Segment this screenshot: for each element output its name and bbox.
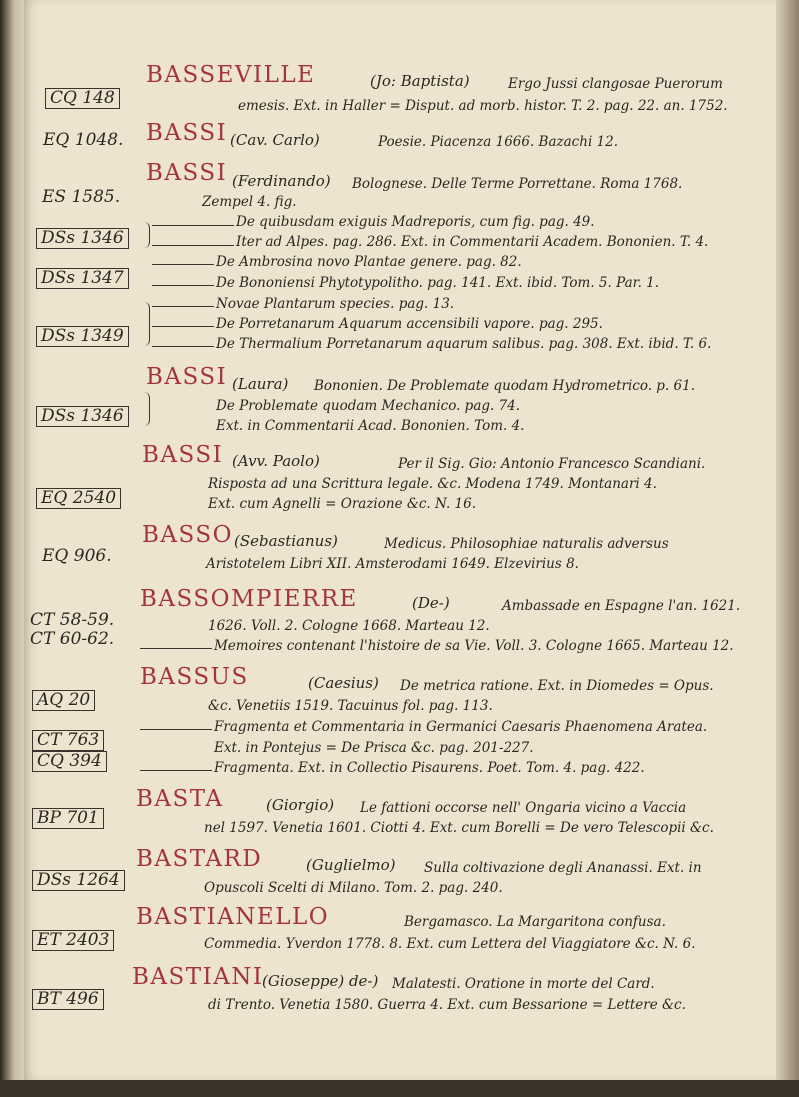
entry-line: Zempel 4. fig. — [202, 194, 297, 210]
entry-line: Novae Plantarum species. pag. 13. — [216, 296, 455, 312]
shelf-mark: ET 2403 — [32, 930, 114, 951]
entry-name-paren: (Jo: Baptista) — [370, 72, 470, 90]
entry-heading: BASSI — [146, 120, 228, 146]
ditto-line — [140, 648, 212, 649]
entry-line: Iter ad Alpes. pag. 286. Ext. in Commentarii Academ. Bononien. T. 4. — [236, 234, 709, 250]
entry-line: Le fattioni occorse nell' Ongaria vicino a Vaccia — [360, 800, 687, 816]
ditto-line — [140, 729, 212, 730]
entry-heading: BASTIANI — [132, 964, 264, 990]
shelf-mark: DSs 1264 — [32, 870, 125, 891]
shelf-mark: DSs 1349 — [36, 326, 129, 347]
entry-line: Fragmenta et Commentaria in Germanici Caesaris Phaenomena Aratea. — [214, 719, 708, 735]
entry-line: Fragmenta. Ext. in Collectio Pisaurens. Poet. Tom. 4. pag. 422. — [214, 760, 645, 776]
bottom-shadow — [0, 1080, 799, 1097]
shelf-mark: DSs 1346 — [36, 228, 129, 249]
entry-heading: BASSI — [142, 442, 224, 468]
entry-line: 1626. Voll. 2. Cologne 1668. Marteau 12. — [208, 618, 490, 634]
shelf-mark: DSs 1346 — [36, 406, 129, 427]
shelf-mark: CQ 148 — [45, 88, 120, 109]
shelf-mark: CT 58-59. — [30, 610, 115, 630]
ditto-line — [152, 346, 214, 347]
grouping-brace — [143, 392, 150, 426]
entry-heading: BASTIANELLO — [136, 904, 330, 930]
entry-name-paren: (Caesius) — [308, 674, 379, 692]
shelf-mark: BP 701 — [32, 808, 104, 829]
entry-line: Opuscoli Scelti di Milano. Tom. 2. pag. 240. — [204, 880, 503, 896]
grouping-brace — [143, 222, 150, 248]
ditto-line — [152, 285, 214, 286]
entry-name-paren: (Sebastianus) — [234, 532, 338, 550]
entry-line: Risposta ad una Scrittura legale. &c. Modena 1749. Montanari 4. — [208, 476, 657, 492]
shelf-mark: AQ 20 — [32, 690, 95, 711]
shelf-mark: EQ 906. — [42, 546, 112, 566]
entry-line: De quibusdam exiguis Madreporis, cum fig. pag. 49. — [236, 214, 595, 230]
entry-name-paren: (Guglielmo) — [306, 856, 396, 874]
entry-name-paren: (Avv. Paolo) — [232, 452, 320, 470]
entry-name-paren: (Giorgio) — [266, 796, 335, 814]
grouping-brace — [143, 302, 150, 346]
entry-line: De Porretanarum Aquarum accensibili vapore. pag. 295. — [216, 316, 603, 332]
shelf-mark: BT 496 — [32, 989, 104, 1010]
entry-line: Medicus. Philosophiae naturalis adversus — [384, 536, 669, 552]
entry-heading: BASTA — [136, 786, 224, 812]
entry-heading: BASSO — [142, 522, 233, 548]
entry-line: Aristotelem Libri XII. Amsterodami 1649. Elzevirius 8. — [206, 556, 579, 572]
ditto-line — [152, 225, 234, 226]
entry-heading: BASSEVILLE — [146, 62, 316, 88]
entry-line: De metrica ratione. Ext. in Diomedes = Opus. — [400, 678, 714, 694]
book-binding — [0, 0, 26, 1080]
shelf-mark: CQ 394 — [32, 751, 107, 772]
entry-name-paren: (Laura) — [232, 375, 289, 393]
entry-name-paren: (Cav. Carlo) — [230, 131, 320, 149]
ditto-line — [152, 245, 234, 246]
entry-heading: BASSOMPIERRE — [140, 586, 358, 612]
entry-line: Ext. in Commentarii Acad. Bononien. Tom. 4. — [216, 418, 525, 434]
shelf-mark: DSs 1347 — [36, 268, 129, 289]
entry-name-paren: (Gioseppe) de-) — [262, 972, 379, 990]
entry-heading: BASSI — [146, 160, 228, 186]
entry-name-paren: (Ferdinando) — [232, 172, 331, 190]
entry-line: &c. Venetiis 1519. Tacuinus fol. pag. 113. — [208, 698, 493, 714]
entry-line: di Trento. Venetia 1580. Guerra 4. Ext. cum Bessarione = Lettere &c. — [208, 997, 686, 1013]
entry-line: De Bononiensi Phytotypolitho. pag. 141. Ext. ibid. Tom. 5. Par. 1. — [216, 275, 660, 291]
shelf-mark: CT 763 — [32, 730, 104, 751]
ditto-line — [152, 306, 214, 307]
entry-line: Ext. cum Agnelli = Orazione &c. N. 16. — [208, 496, 477, 512]
entry-line: Per il Sig. Gio: Antonio Francesco Scandiani. — [398, 456, 706, 472]
entry-line: Memoires contenant l'histoire de sa Vie. Voll. 3. Cologne 1665. Marteau 12. — [214, 638, 734, 654]
ditto-line — [152, 264, 214, 265]
page-edge — [776, 0, 799, 1080]
entry-line: Bononien. De Problemate quodam Hydrometrico. p. 61. — [314, 378, 696, 394]
shelf-mark: EQ 1048. — [43, 130, 124, 150]
shelf-mark: EQ 2540 — [36, 488, 121, 509]
entry-line: De Ambrosina novo Plantae genere. pag. 82. — [216, 254, 522, 270]
entry-line: De Thermalium Porretanarum aquarum salibus. pag. 308. Ext. ibid. T. 6. — [216, 336, 712, 352]
shelf-mark: CT 60-62. — [30, 629, 115, 649]
entry-heading: BASSUS — [140, 664, 249, 690]
entry-heading: BASSI — [146, 364, 228, 390]
ditto-line — [140, 770, 212, 771]
entry-line: Commedia. Yverdon 1778. 8. Ext. cum Lettera del Viaggiatore &c. N. 6. — [204, 936, 696, 952]
entry-line: Bergamasco. La Margaritona confusa. — [404, 914, 666, 930]
entry-line: emesis. Ext. in Haller = Disput. ad morb. histor. T. 2. pag. 22. an. 1752. — [238, 98, 728, 114]
entry-line: Sulla coltivazione degli Ananassi. Ext. in — [424, 860, 702, 876]
ditto-line — [152, 326, 214, 327]
entry-line: Poesie. Piacenza 1666. Bazachi 12. — [378, 134, 619, 150]
entry-name-paren: (De-) — [412, 594, 450, 612]
entry-line: Ambassade en Espagne l'an. 1621. — [502, 598, 741, 614]
entry-line: Bolognese. Delle Terme Porrettane. Roma 1768. — [352, 176, 683, 192]
entry-line: Ergo Jussi clangosae Puerorum — [508, 76, 723, 92]
entry-line: De Problemate quodam Mechanico. pag. 74. — [216, 398, 521, 414]
entry-heading: BASTARD — [136, 846, 263, 872]
shelf-mark: ES 1585. — [42, 187, 121, 207]
entry-line: Ext. in Pontejus = De Prisca &c. pag. 201-227. — [214, 740, 534, 756]
entry-line: nel 1597. Venetia 1601. Ciotti 4. Ext. cum Borelli = De vero Telescopii &c. — [204, 820, 714, 836]
entry-line: Malatesti. Oratione in morte del Card. — [392, 976, 655, 992]
